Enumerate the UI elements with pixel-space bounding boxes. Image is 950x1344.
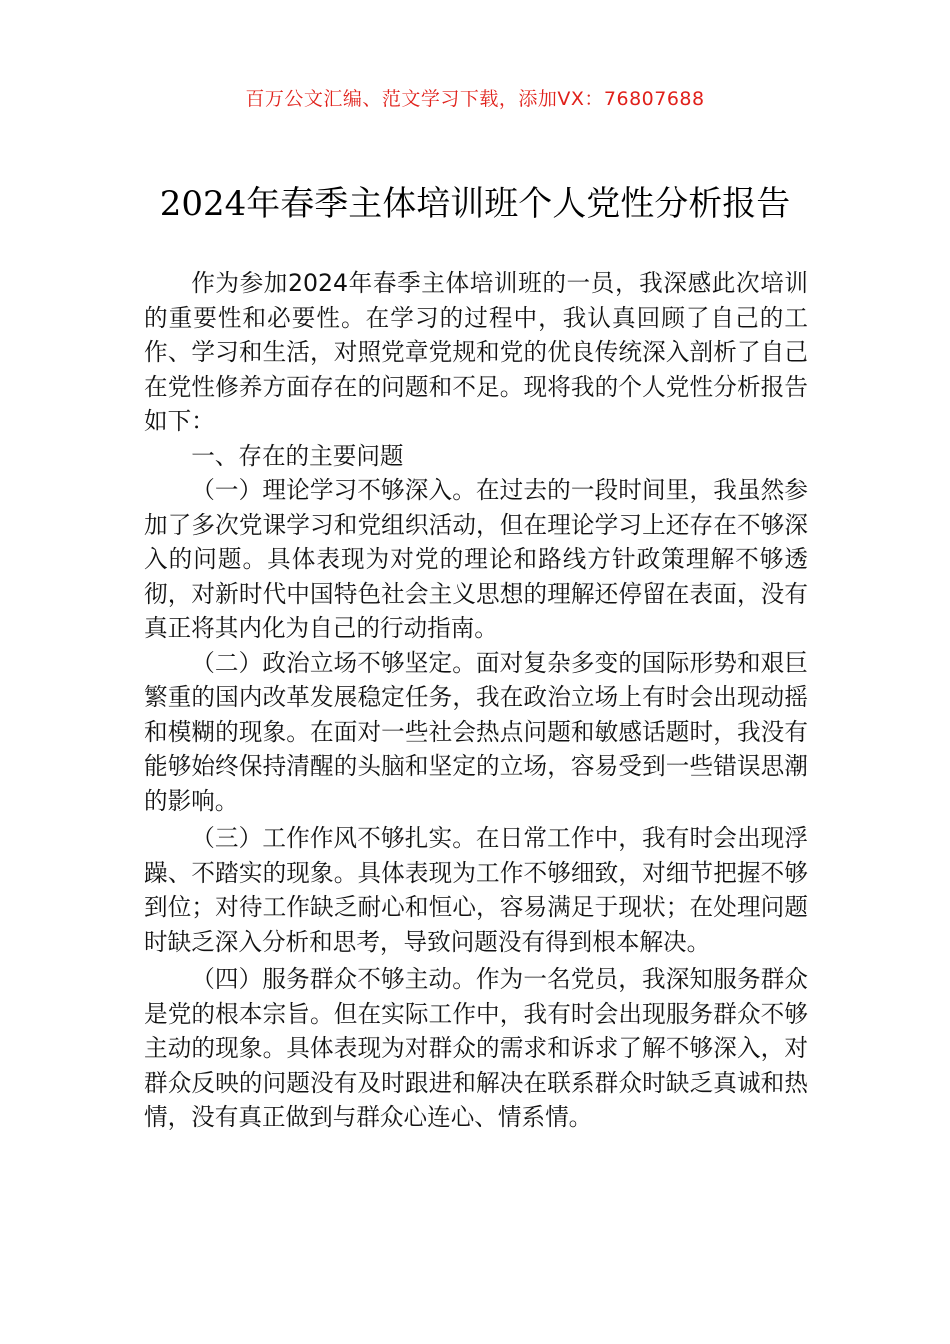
document-body — [144, 266, 808, 1135]
section-heading-main-problems: 一、存在的主要问题 — [191, 441, 404, 470]
problem-2-paragraph: （二）政治立场不够坚定。面对复杂多变的国际形势和艰巨繁重的国内改革发展稳定任务，我在政治立场上有时会出现动摇和模糊的现象。在面对一些社会热点问题和敏感话题时，我没有能够始终保持清醒的头脑和坚定的立场，容易受到一些错误思潮的影响。 — [144, 648, 808, 815]
problem-1-paragraph: （一）理论学习不够深入。在过去的一段时间里，我虽然参加了多次党课学习和党组织活动，但在理论学习上还存在不够深入的问题。具体表现为对党的理论和路线方针政策理解不够透彻，对新时代中国特色社会主义思想的理解还停留在表面，没有真正将其内化为自己的行动指南。 — [144, 476, 808, 642]
download-notice: 百万公文汇编、范文学习下载，添加VX：76807688 — [245, 88, 705, 110]
intro-paragraph: 作为参加2024年春季主体培训班的一员，我深感此次培训的重要性和必要性。在学习的过程中，我认真回顾了自己的工作、学习和生活，对照党章党规和党的优良传统深入剖析了自己在党性修养方面存在的问题和不足。现将我的个人党性分析报告如下： — [144, 269, 808, 435]
problem-3-paragraph: （三）工作作风不够扎实。在日常工作中，我有时会出现浮躁、不踏实的现象。具体表现为工作不够细致，对细节把握不够到位；对待工作缺乏耐心和恒心，容易满足于现状；在处理问题时缺乏深入分析和思考，导致问题没有得到根本解决。 — [144, 824, 808, 956]
problem-4-paragraph: （四）服务群众不够主动。作为一名党员，我深知服务群众是党的根本宗旨。但在实际工作中，我有时会出现服务群众不够主动的现象。具体表现为对群众的需求和诉求了解不够深入，对群众反映的问题没有及时跟进和解决在联系群众时缺乏真诚和热情，没有真正做到与群众心连心、情系情。 — [144, 965, 808, 1131]
document-title: 2024年春季主体培训班个人党性分析报告 — [159, 184, 791, 224]
